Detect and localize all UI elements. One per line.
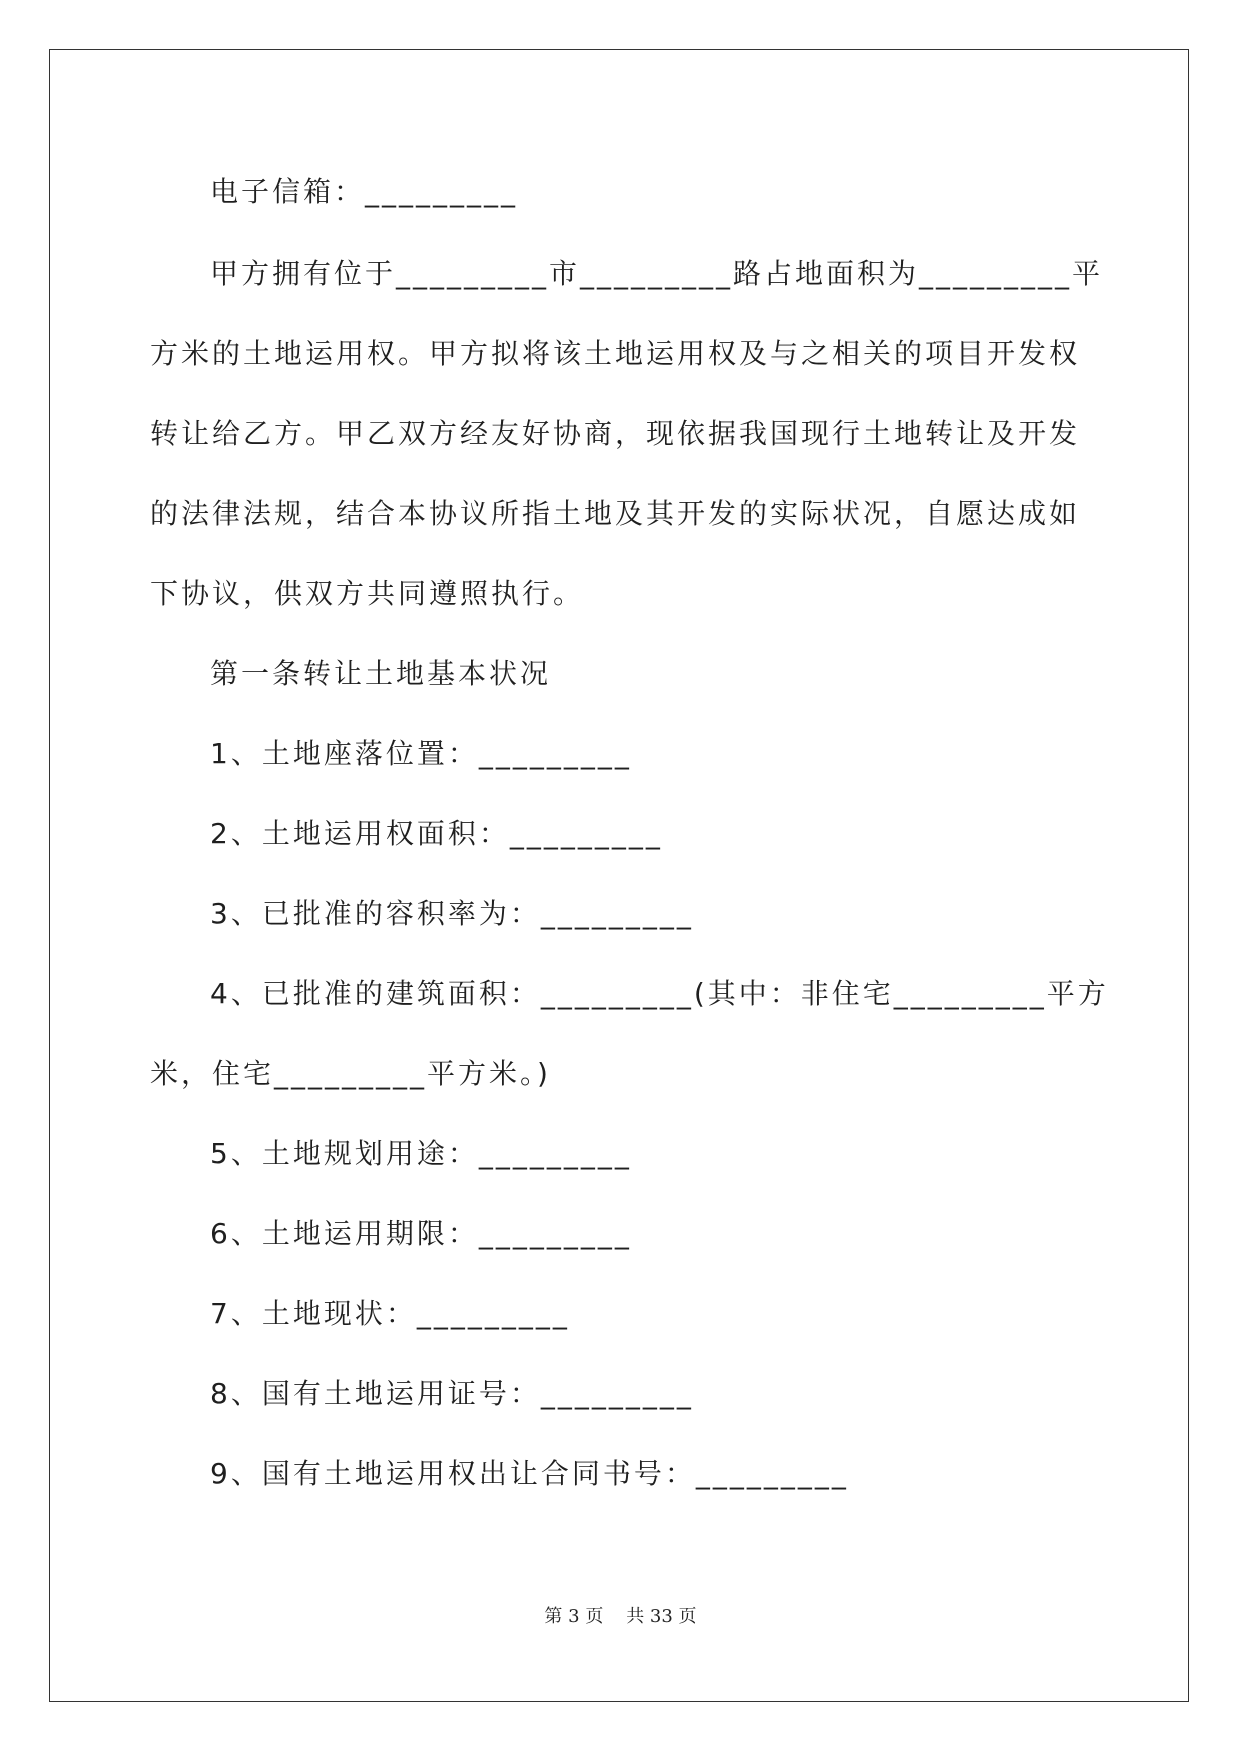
item-8-certificate-number: 8、国有土地运用证号：_________	[210, 1377, 694, 1410]
item-6-use-term: 6、土地运用期限：_________	[210, 1217, 632, 1250]
paragraph-intro-line-1: 甲方拥有位于_________市_________路占地面积为_________平	[210, 257, 1104, 290]
item-4-building-area-line-1: 4、已批准的建筑面积：_________(其中：非住宅_________平方	[210, 977, 1109, 1010]
paragraph-intro-line-2: 方米的土地运用权。甲方拟将该土地运用权及与之相关的项目开发权	[150, 337, 1081, 370]
item-3-plot-ratio: 3、已批准的容积率为：_________	[210, 897, 694, 930]
item-2-area: 2、土地运用权面积：_________	[210, 817, 663, 850]
item-9-contract-number: 9、国有土地运用权出让合同书号：_________	[210, 1457, 849, 1490]
item-1-location: 1、土地座落位置：_________	[210, 737, 632, 770]
paragraph-intro-line-3: 转让给乙方。甲乙双方经友好协商，现依据我国现行土地转让及开发	[150, 417, 1081, 450]
page-number-footer: 第 3 页 共 33 页	[544, 1606, 697, 1627]
email-line: 电子信箱：_________	[210, 175, 519, 208]
item-4-building-area-line-2: 米，住宅_________平方米。)	[150, 1057, 551, 1090]
item-7-current-status: 7、土地现状：_________	[210, 1297, 570, 1330]
paragraph-intro-line-5: 下协议，供双方共同遵照执行。	[150, 577, 585, 610]
article-1-heading: 第一条转让土地基本状况	[210, 657, 552, 690]
paragraph-intro-line-4: 的法律法规，结合本协议所指土地及其开发的实际状况，自愿达成如	[150, 497, 1081, 530]
item-5-planned-use: 5、土地规划用途：_________	[210, 1137, 632, 1170]
page-border	[49, 49, 1189, 1702]
